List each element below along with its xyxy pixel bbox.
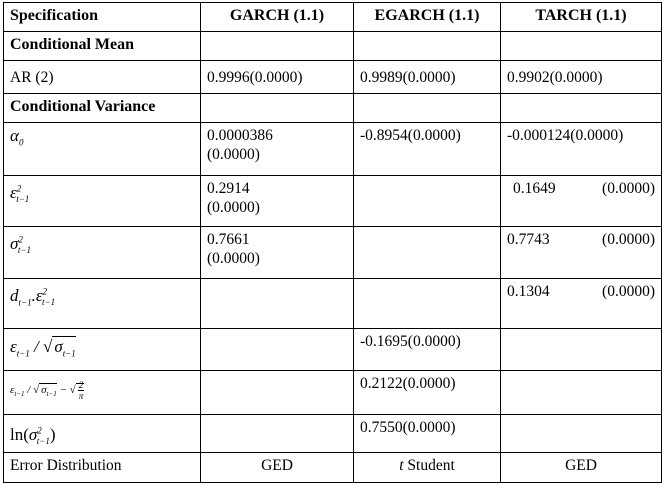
- table-row-eps-over-sqrt-sigma: [4, 329, 662, 371]
- sigma-squared-symbol: $\sigma^2_{t-1}$: [10, 233, 31, 256]
- header-garch: GARCH (1.1): [201, 3, 354, 32]
- section-conditional-variance: Conditional Variance: [4, 94, 201, 123]
- header-egarch: EGARCH (1.1): [354, 3, 501, 32]
- sigma-squared-garch-value: 0.7661 (0.0000): [201, 227, 354, 279]
- d-eps-squared-tarch-value: 0.1304 (0.0000): [501, 279, 662, 329]
- row-label-error-distribution: Error Distribution: [4, 453, 201, 483]
- ln-sigma-symbol: $\ln(\sigma^2_{t-1})$: [10, 424, 56, 447]
- header-tarch: TARCH (1.1): [501, 3, 662, 32]
- row-label-eps-over-sqrt-sigma: [4, 329, 201, 371]
- eps-over-sqrt-sigma-egarch-value: -0.1695(0.0000): [354, 329, 501, 371]
- row-label-d-eps-squared: [4, 279, 201, 329]
- eps-squared-tarch-value: 0.1649 (0.0000): [501, 176, 662, 227]
- alpha0-garch-value: 0.0000386 (0.0000): [201, 123, 354, 176]
- eps-squared-garch-value: 0.2914 (0.0000): [201, 176, 354, 227]
- alpha0-tarch-value: -0.000124(0.0000): [501, 123, 662, 176]
- row-label-sigma-squared: [4, 227, 201, 279]
- header-row: [4, 3, 662, 32]
- row-label-ln-sigma: [4, 415, 201, 453]
- section-row-conditional-mean: [4, 32, 662, 61]
- eps-sqrt-minus-symbol: $\varepsilon_{t-1}$ / √ $\sigma_{t-1}$ − √ $\frac{2}{\pi}$: [10, 379, 84, 401]
- table-row-d-eps-squared: [4, 279, 662, 329]
- table-row-eps-squared: [4, 176, 662, 227]
- section-conditional-mean: Conditional Mean: [4, 32, 201, 61]
- section-row-conditional-variance: [4, 94, 662, 123]
- error-distribution-egarch: t Student: [354, 453, 501, 483]
- header-specification: Specification: [4, 3, 201, 32]
- alpha0-symbol: $\alpha_0$: [10, 126, 24, 148]
- row-label-eps-squared: [4, 176, 201, 227]
- ar2-garch-value: 0.9996(0.0000): [201, 61, 354, 94]
- eps-sqrt-minus-egarch-value: 0.2122(0.0000): [354, 371, 501, 415]
- row-label-ar2: AR (2): [4, 61, 201, 94]
- table-row-sigma-squared: [4, 227, 662, 279]
- table-row-ar2: [4, 61, 662, 94]
- table-row-ln-sigma: [4, 415, 662, 453]
- table-row-alpha0: [4, 123, 662, 176]
- error-distribution-tarch: GED: [501, 453, 662, 483]
- error-distribution-garch: GED: [201, 453, 354, 483]
- eps-squared-symbol: $\varepsilon^2_{t-1}$: [10, 182, 30, 205]
- table-row-eps-sqrt-minus: [4, 371, 662, 415]
- sigma-squared-tarch-value: 0.7743 (0.0000): [501, 227, 662, 279]
- table-row-error-distribution: [4, 453, 662, 483]
- alpha0-egarch-value: -0.8954(0.0000): [354, 123, 501, 176]
- row-label-alpha0: [4, 123, 201, 176]
- eps-over-sqrt-sigma-symbol: $\varepsilon_{t-1}$ / √ $\sigma_{t-1}$: [10, 337, 76, 359]
- ar2-egarch-value: 0.9989(0.0000): [354, 61, 501, 94]
- ar2-tarch-value: 0.9902(0.0000): [501, 61, 662, 94]
- row-label-eps-sqrt-minus: [4, 371, 201, 415]
- d-eps-squared-symbol: $d_{t-1}.\varepsilon^2_{t-1}$: [10, 285, 56, 308]
- ln-sigma-egarch-value: 0.7550(0.0000): [354, 415, 501, 453]
- results-table: [3, 2, 662, 483]
